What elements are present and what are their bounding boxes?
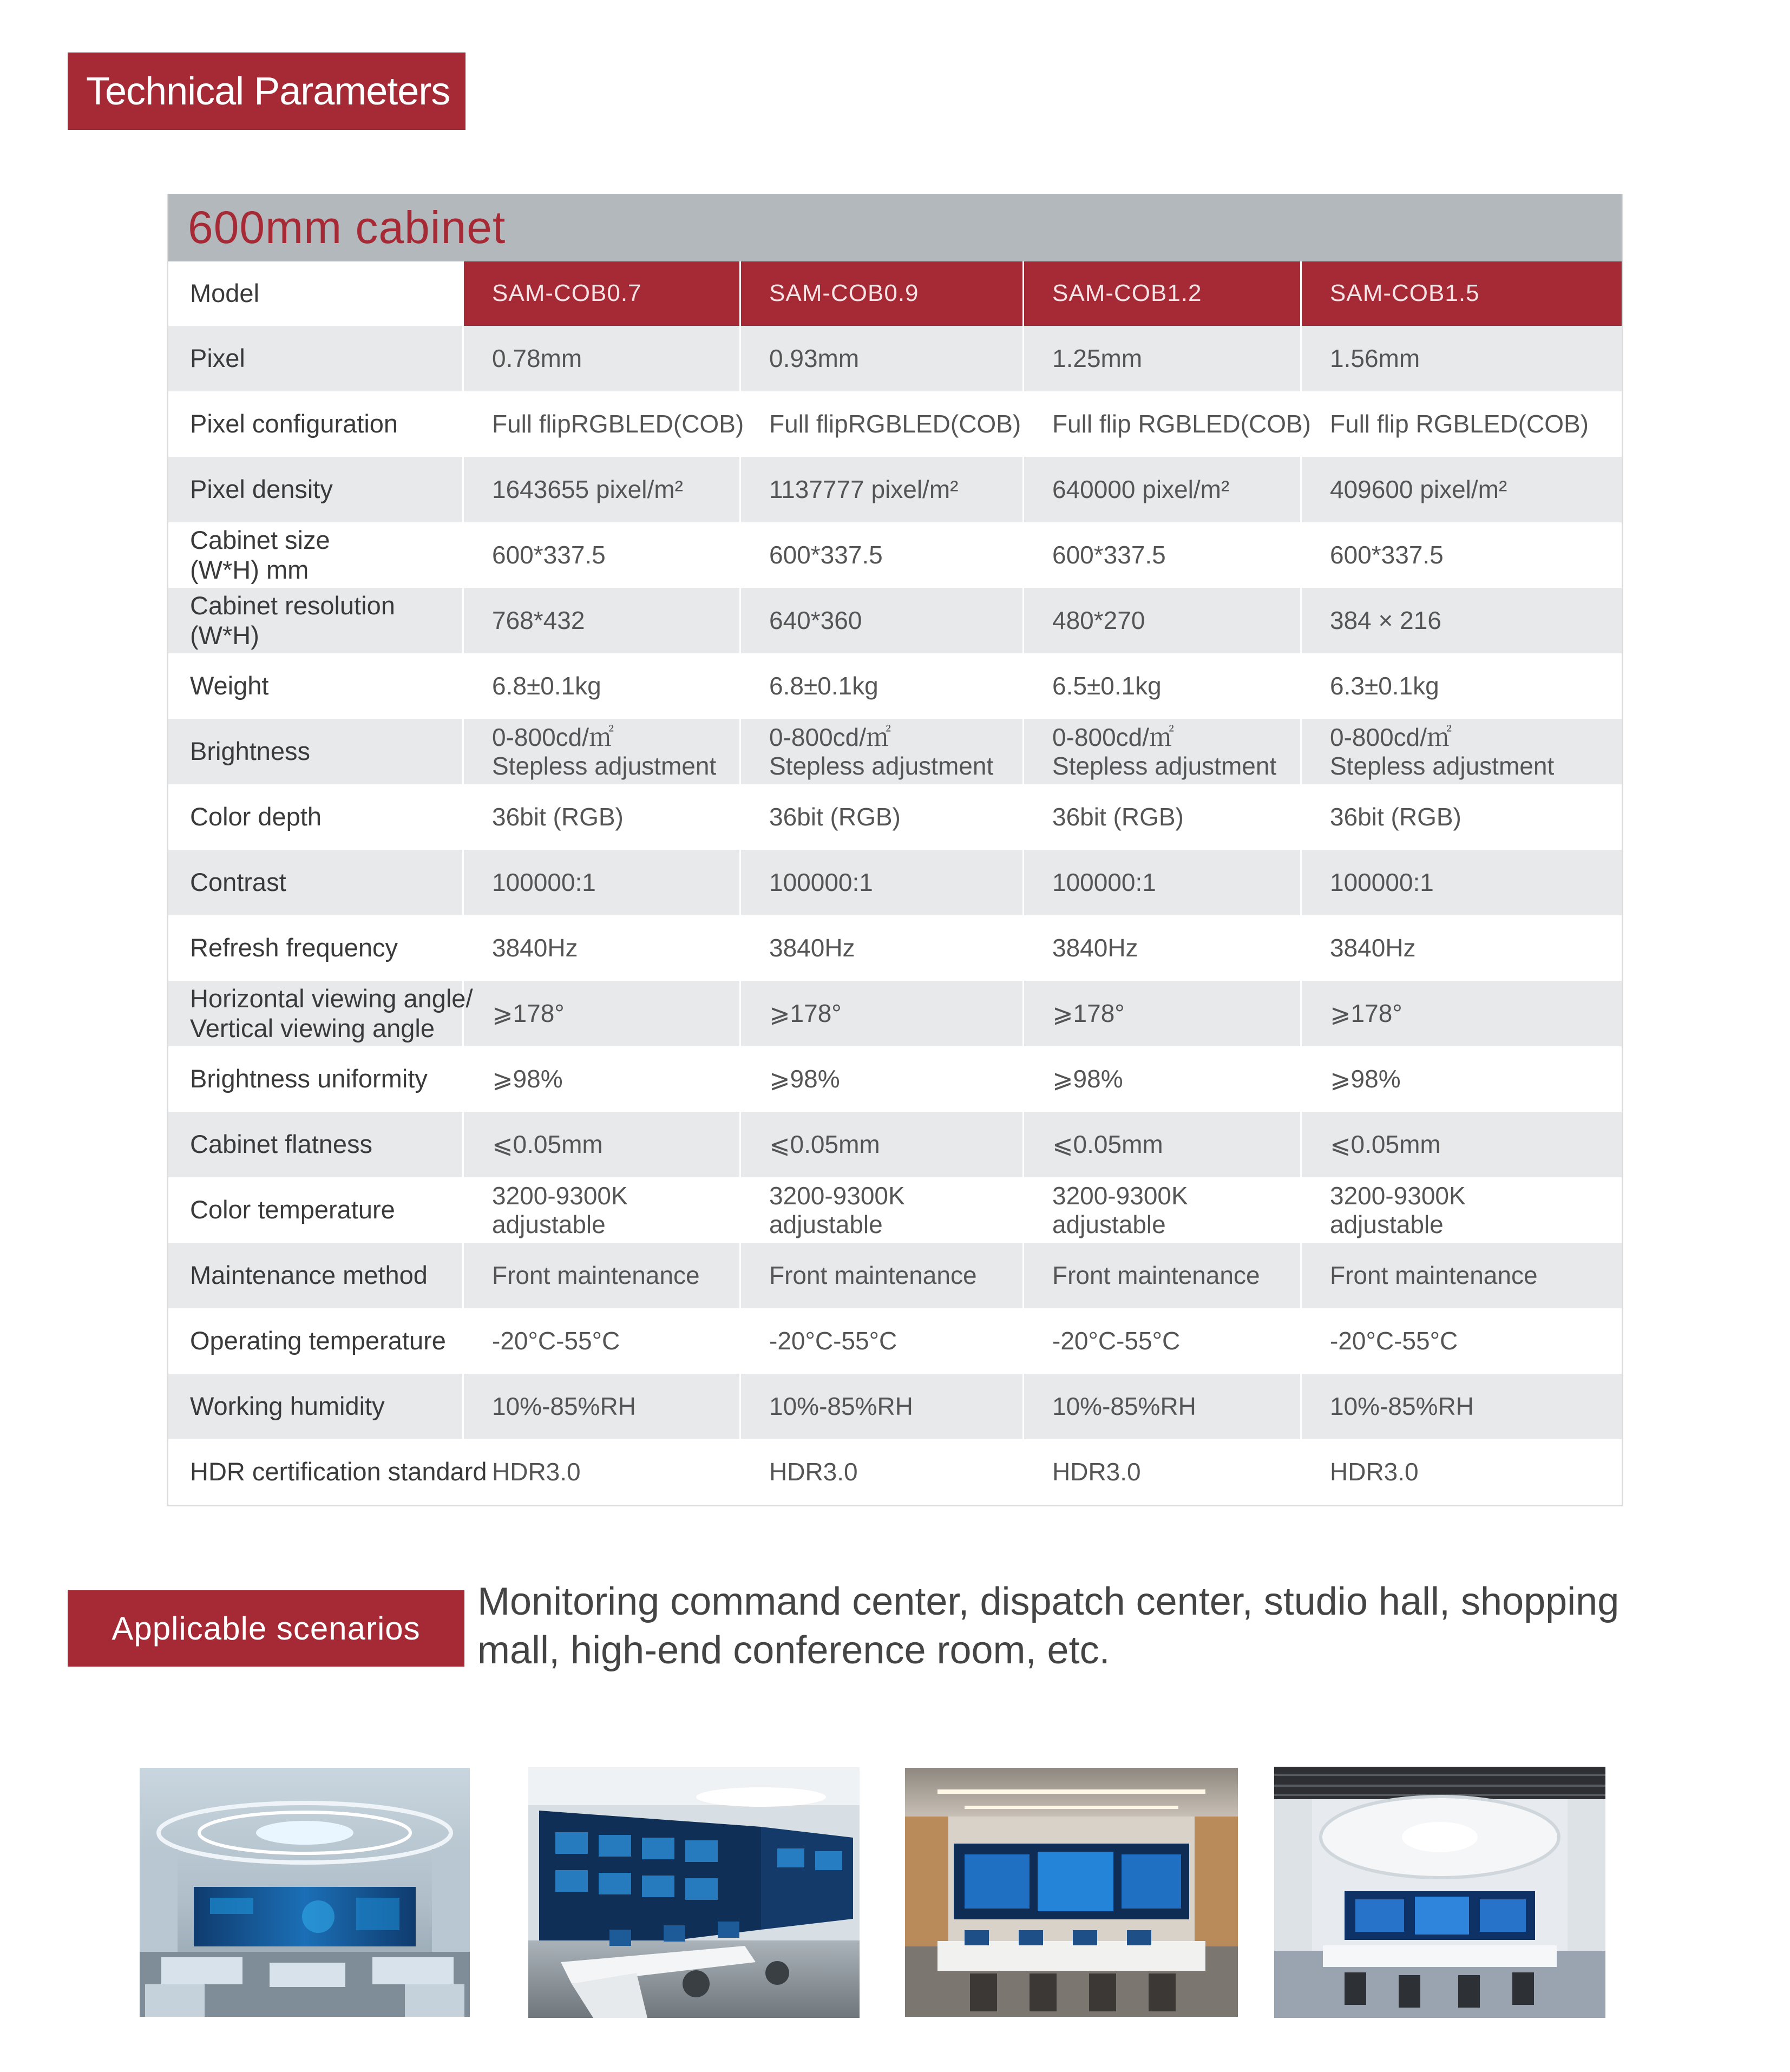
row-value: 600*337.5 <box>464 522 741 588</box>
row-value: 6.5±0.1kg <box>1024 653 1302 719</box>
row-value: 640*360 <box>741 588 1024 653</box>
table-body <box>168 326 1622 1505</box>
row-label: Brightness <box>168 719 464 784</box>
row-label: Pixel <box>168 326 464 391</box>
row-label: Cabinet flatness <box>168 1112 464 1177</box>
row-value: 480*270 <box>1024 588 1302 653</box>
row-value: 3200-9300K adjustable <box>464 1177 741 1243</box>
table-row <box>168 391 1622 457</box>
row-value: 36bit (RGB) <box>464 784 741 850</box>
row-value: ⩾98% <box>1330 1065 1401 1093</box>
row-value: Front maintenance <box>741 1243 1024 1308</box>
row-value: ⩾178° <box>741 981 1024 1046</box>
row-value: 36bit (RGB) <box>1330 803 1461 831</box>
row-value: ⩽0.05mm <box>741 1112 1024 1177</box>
row-value: -20°C-55°C <box>464 1308 741 1374</box>
row-value: 3840Hz <box>1330 934 1416 962</box>
row-value: ⩾178° <box>464 981 741 1046</box>
row-label: Weight <box>168 653 464 719</box>
row-label: Pixel configuration <box>168 391 464 457</box>
scenario-photo-dispatch-center <box>528 1767 860 2018</box>
row-value: 6.8±0.1kg <box>464 653 741 719</box>
section-banner-applicable-scenarios <box>68 1590 464 1667</box>
table-row <box>168 1439 1622 1505</box>
scenarios-label: Applicable scenarios <box>112 1610 421 1647</box>
row-label: Horizontal viewing angle/ Vertical viewing angle <box>168 981 464 1046</box>
row-value: HDR3.0 <box>464 1439 741 1505</box>
row-value: 409600 pixel/m² <box>1330 475 1507 504</box>
row-value: 600*337.5 <box>741 522 1024 588</box>
row-value: ⩾178° <box>1024 981 1302 1046</box>
row-value: HDR3.0 <box>1330 1458 1419 1486</box>
row-value: 3840Hz <box>1024 915 1302 981</box>
row-label: Pixel density <box>168 457 464 522</box>
table-row <box>168 1112 1622 1177</box>
table-row <box>168 1374 1622 1439</box>
row-value: 3840Hz <box>741 915 1024 981</box>
row-label: Color depth <box>168 784 464 850</box>
row-value: 0-800cd/㎡ Stepless adjustment <box>1024 719 1302 784</box>
row-value: Full flip RGBLED(COB) <box>1330 410 1589 438</box>
row-value: 10%-85%RH <box>464 1374 741 1439</box>
row-value: 3200-9300K adjustable <box>1024 1177 1302 1243</box>
row-label: Maintenance method <box>168 1243 464 1308</box>
row-value: ⩽0.05mm <box>464 1112 741 1177</box>
row-value: ⩽0.05mm <box>1024 1112 1302 1177</box>
table-header-row <box>168 261 1622 326</box>
section-title: Technical Parameters <box>86 69 450 113</box>
table-row <box>168 850 1622 915</box>
table-row <box>168 981 1622 1046</box>
model-label: Model <box>168 261 464 326</box>
row-value: Full flipRGBLED(COB) <box>741 391 1024 457</box>
table-row <box>168 326 1622 391</box>
row-value: 600*337.5 <box>1024 522 1302 588</box>
row-label: Operating temperature <box>168 1308 464 1374</box>
table-row <box>168 653 1622 719</box>
scenarios-description: Monitoring command center, dispatch center, studio hall, shopping mall, high-end conference room, etc. <box>477 1580 1619 1672</box>
row-value: 36bit (RGB) <box>1024 784 1302 850</box>
row-value: 3200-9300K adjustable <box>1330 1181 1466 1238</box>
row-label: Cabinet size (W*H) mm <box>168 522 464 588</box>
table-row <box>168 719 1622 784</box>
row-value: 10%-85%RH <box>1330 1392 1474 1421</box>
row-label: Contrast <box>168 850 464 915</box>
row-value: 3840Hz <box>464 915 741 981</box>
table-row <box>168 457 1622 522</box>
row-value: ⩾98% <box>1024 1046 1302 1112</box>
row-value: 10%-85%RH <box>1024 1374 1302 1439</box>
row-label: Brightness uniformity <box>168 1046 464 1112</box>
model-name: SAM-COB1.5 <box>1302 261 1622 326</box>
row-value: 640000 pixel/m² <box>1024 457 1302 522</box>
row-value: 6.3±0.1kg <box>1330 672 1439 700</box>
row-label: Cabinet resolution (W*H) <box>168 588 464 653</box>
table-row <box>168 1177 1622 1243</box>
row-value: ⩽0.05mm <box>1330 1130 1441 1159</box>
table-row <box>168 784 1622 850</box>
row-value: 1.25mm <box>1024 326 1302 391</box>
table-row <box>168 522 1622 588</box>
row-value: -20°C-55°C <box>1330 1327 1458 1355</box>
row-label: HDR certification standard <box>168 1439 464 1505</box>
row-value: 0.78mm <box>464 326 741 391</box>
row-value: 768*432 <box>464 588 741 653</box>
row-value: -20°C-55°C <box>741 1308 1024 1374</box>
row-value: HDR3.0 <box>741 1439 1024 1505</box>
row-value: 0-800cd/㎡ Stepless adjustment <box>1330 723 1555 780</box>
row-value: 1643655 pixel/m² <box>464 457 741 522</box>
row-value: HDR3.0 <box>1024 1439 1302 1505</box>
row-value: 3200-9300K adjustable <box>741 1177 1024 1243</box>
row-value: Full flip RGBLED(COB) <box>1024 391 1302 457</box>
spec-table <box>167 194 1623 1506</box>
row-label: Working humidity <box>168 1374 464 1439</box>
row-label: Color temperature <box>168 1177 464 1243</box>
row-value: ⩾98% <box>464 1046 741 1112</box>
row-value: 0.93mm <box>741 326 1024 391</box>
section-banner-technical-parameters <box>68 53 465 130</box>
row-value: 36bit (RGB) <box>741 784 1024 850</box>
table-row <box>168 1046 1622 1112</box>
model-name: SAM-COB0.7 <box>464 261 741 326</box>
row-value: 384 × 216 <box>1330 606 1441 635</box>
row-value: ⩾178° <box>1330 999 1402 1028</box>
table-row <box>168 1243 1622 1308</box>
table-row <box>168 915 1622 981</box>
row-value: 100000:1 <box>1330 868 1434 897</box>
model-name: SAM-COB1.2 <box>1024 261 1302 326</box>
row-value: 600*337.5 <box>1330 541 1444 569</box>
row-value: Front maintenance <box>1024 1243 1302 1308</box>
model-name: SAM-COB0.9 <box>741 261 1024 326</box>
cabinet-title: 600mm cabinet <box>168 194 1622 261</box>
table-row <box>168 588 1622 653</box>
row-value: 10%-85%RH <box>741 1374 1024 1439</box>
scenario-photo-studio-hall <box>905 1768 1238 2017</box>
scenario-photo-conference-room <box>1274 1767 1605 2018</box>
row-value: 100000:1 <box>464 850 741 915</box>
row-value: -20°C-55°C <box>1024 1308 1302 1374</box>
row-value: Full flipRGBLED(COB) <box>464 391 741 457</box>
row-value: 0-800cd/㎡ Stepless adjustment <box>741 719 1024 784</box>
row-value: Front maintenance <box>464 1243 741 1308</box>
row-value: 1137777 pixel/m² <box>741 457 1024 522</box>
row-value: 100000:1 <box>1024 850 1302 915</box>
scenario-photo-command-center <box>140 1768 470 2017</box>
row-label: Refresh frequency <box>168 915 464 981</box>
row-value: 6.8±0.1kg <box>741 653 1024 719</box>
row-value: 1.56mm <box>1330 344 1420 373</box>
row-value: Front maintenance <box>1330 1261 1538 1290</box>
table-row <box>168 1308 1622 1374</box>
row-value: 0-800cd/㎡ Stepless adjustment <box>464 719 741 784</box>
row-value: 100000:1 <box>741 850 1024 915</box>
row-value: ⩾98% <box>741 1046 1024 1112</box>
